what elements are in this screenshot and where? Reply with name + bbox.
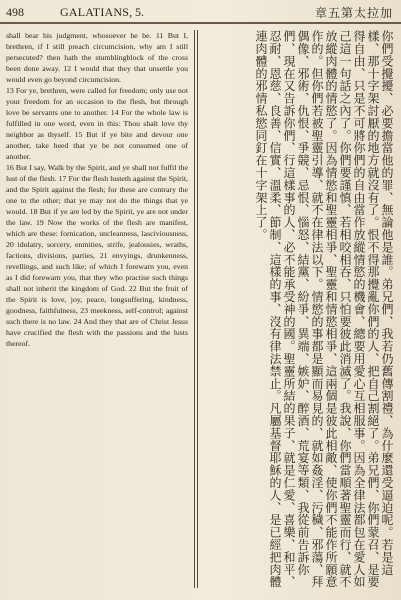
book-title: GALATIANS, (60, 5, 133, 19)
english-text-column (6, 30, 188, 592)
chinese-text-column (198, 30, 394, 590)
chinese-header: 章五第太拉加 (314, 6, 393, 20)
page-number: 498 (6, 5, 24, 19)
chinese-text: 你們受攪擾、必要擔當他的罪、無論他是誰。弟兄們、我若仍舊傳割禮、為什麼還受逼迫呢。若是這樣、那十字架討厭的地方就沒有了。恨不得那攪亂你們的人、把自己割絕了。弟兄們、你們蒙召、是要得自由、只是不可將你們的自由當作放縱情慾的機會、總要用愛心互相服事。因為全律法都包在愛人如己這一句話之內了。你們要謹慎、若相咬相吞、只怕要彼此消滅了。我說、你們當順著聖靈而行、就不放縱肉體的情慾了。因為情慾和聖靈相爭、聖靈和情慾相爭、這兩個是彼此相敵、使你們不能作所願意作的。但你們若被聖靈引導、就不在律法以下。情慾的事都是顯而易見的、就如姦淫、污穢、邪蕩、拜偶像、邪術、仇恨、爭競、忌恨、惱怒、結黨、紛爭、異端、嫉妒、醉酒、荒宴等類、我從前告訴你們、現在又告訴你們、行這樣事的人、必不能承受神的國。聖靈所結的果子、就是仁愛、喜樂、和平、忍耐、恩慈、良善、信實、溫柔、節制、這樣的事、沒有律法禁止。凡屬基督耶穌的人、是已經把肉體連肉體的邪情私慾同釘在十字架上了。 (254, 30, 394, 588)
english-text: shall bear his judgment, whosoever he be. 11 But I, brethren, if I still preach circumcision, why am I still persecuted? then hath the stumblingblock of the cross been done away. 12 I would that they that unsettle you would even go beyond circumcision. 13 For ye, brethren, were called for freedom; only use not your freedom for an occasion to the flesh, but through love be servants one to another. 14 For the whole law is fulfilled in one word, even in this: Thou shalt love thy neighbor as thyself. 15 But if ye bite and devour one another, take heed that ye be not consumed one of another. 16 But I say, Walk by the Spirit, and ye shall not fulfil the lust of the flesh. 17 For the flesh lusteth against the Spirit, and the Spirit against the flesh; for these are contrary the one to the other; that ye may not do the things that ye would. 18 But if ye are led by the Spirit, ye are not under the law. 19 Now the works of the flesh are manifest, which are these: fornication, uncleanness, lasciviousness, 20 idolatry, sorcery, enmities, strife, jealousies, wraths, factions, divisions, parties, 21 envyings, drunkenness, revellings, and such like; of which I forewarn you, even as I did forewarn you, that they who practise such things shall not inherit the kingdom of God. 22 But the fruit of the Spirit is love, joy, peace, longsuffering, kindness, goodness, faithfulness, 23 meekness, self-control; against such there is no law. 24 And they that are of Christ Jesus have crucified the flesh with the passions and the lusts thereof. (6, 31, 188, 348)
page-header (0, 0, 401, 24)
chapter-number: 5. (135, 5, 144, 19)
